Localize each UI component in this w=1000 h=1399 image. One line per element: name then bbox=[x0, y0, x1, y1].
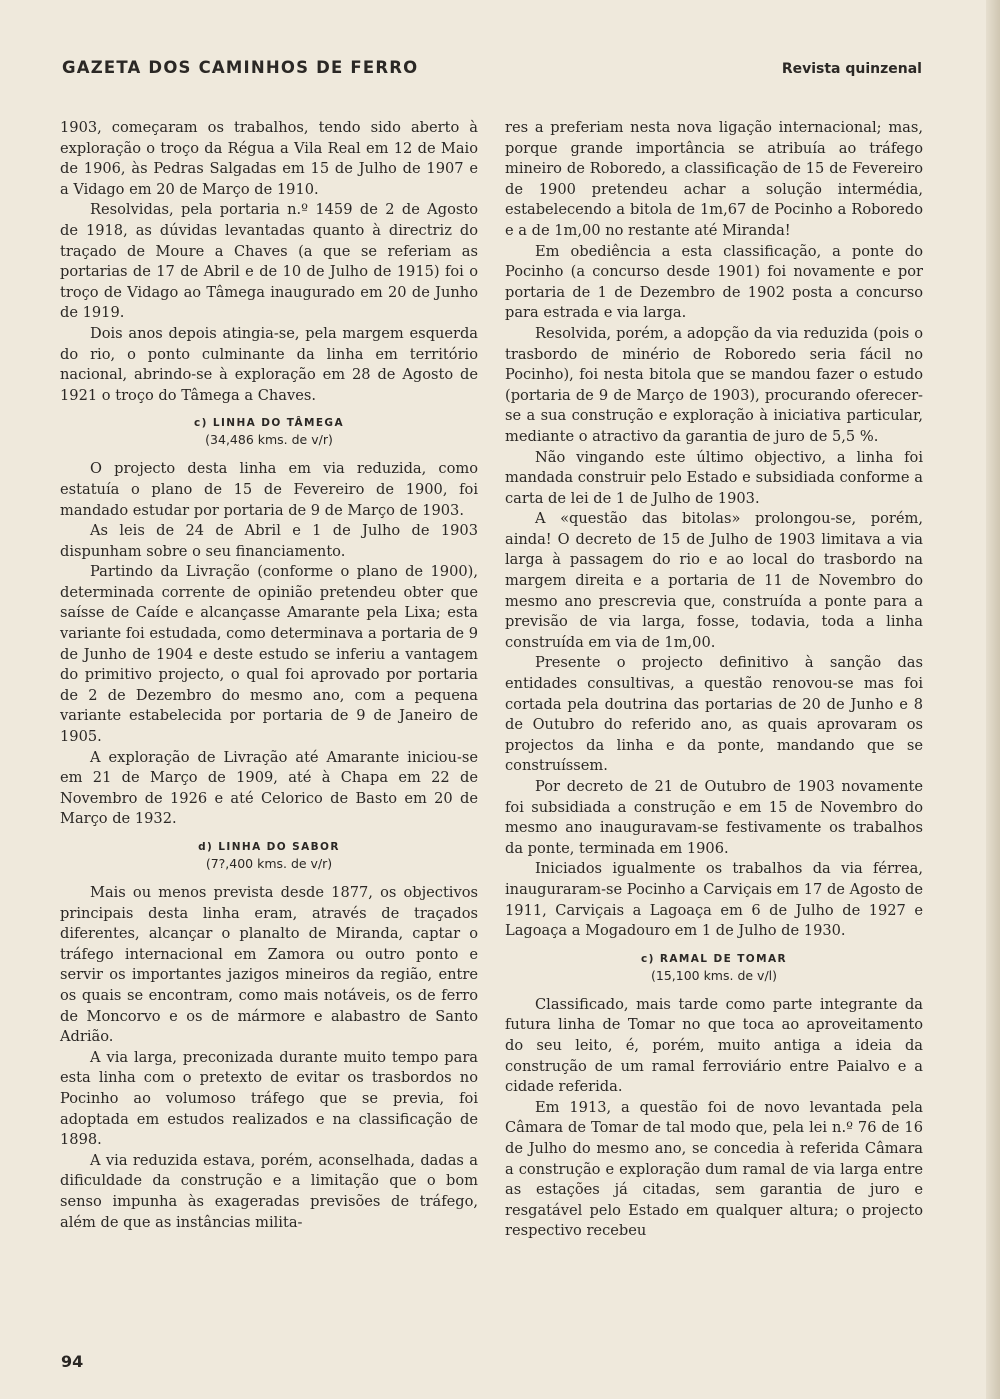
issue-label: Revista quinzenal bbox=[781, 61, 922, 77]
right-column bbox=[505, 118, 923, 1242]
section-heading-sabor bbox=[60, 839, 478, 873]
paragraph: Em 1913, a questão foi de novo levantada pela Câmara de Tomar de tal modo que, pela lei n.º 76 de 16 de Julho do mesmo ano, se concedia à referida Câmara a construção e exploração dum ramal de via larga entre as estações já citadas, sem garantia de juro e resgatável pelo Estado em qualquer altura; o projecto respectivo recebeu bbox=[505, 1098, 923, 1240]
paragraph: As leis de 24 de Abril e 1 de Julho de 1903 dispunham sobre o seu financiamento. bbox=[60, 522, 478, 560]
paragraph: Não vingando este último objectivo, a linha foi mandada construir pelo Estado e subsidiada conforme a carta de lei de 1 de Julho de 1903. bbox=[505, 448, 923, 507]
section-title: d) LINHA DO SABOR bbox=[198, 841, 340, 853]
paragraph: Dois anos depois atingia-se, pela margem esquerda do rio, o ponto culminante da linha em território nacional, abrindo-se à exploração em 28 de Agosto de 1921 o troço do Tâmega a Chaves. bbox=[60, 324, 478, 404]
paragraph: res a preferiam nesta nova ligação internacional; mas, porque grande importância se atribuía ao tráfego mineiro de Roboredo, a classificação de 15 de Fevereiro de 1900 pretendeu achar a solução intermédia, estabelecendo a bitola de 1m,67 de Pocinho a Roboredo e a de 1m,00 no restante até Miranda! bbox=[505, 119, 923, 239]
paragraph: A «questão das bitolas» prolongou-se, porém, ainda! O decreto de 15 de Julho de 1903 limitava a via larga à passagem do rio e ao local do trasbordo na margem direita e a portaria de 11 de Novembro do mesmo ano prescrevia que, construída a ponte para a previsão de via larga, fosse, todavia, toda a linha construída em via de 1m,00. bbox=[505, 510, 923, 651]
paragraph: A exploração de Livração até Amarante iniciou-se em 21 de Março de 1909, até à Chapa em 22 de Novembro de 1926 e até Celorico de Basto em 20 de Março de 1932. bbox=[60, 748, 478, 828]
section-subtitle: (34,486 kms. de v/r) bbox=[205, 432, 333, 448]
section-subtitle: (7?,400 kms. de v/r) bbox=[205, 856, 333, 871]
paragraph: Por decreto de 21 de Outubro de 1903 novamente foi subsidiada a construção e em 15 de Novembro do mesmo ano inauguravam-se festivamente os trabalhos da ponte, terminada em 1906. bbox=[505, 778, 923, 857]
journal-title: GAZETA DOS CAMINHOS DE FERRO bbox=[62, 58, 419, 77]
paragraph: Mais ou menos prevista desde 1877, os objectivos principais desta linha eram, através de traçados diferentes, alcançar o planalto de Miranda, captar o tráfego internacional em Zamora ou outro ponto e servir os importantes jazigos mineiros da região, entre os quais se encontram, como mais notáveis, os de ferro de Moncorvo e os de mármore e alabastro de Santo Adrião. bbox=[60, 884, 478, 1046]
paragraph: A via reduzida estava, porém, aconselhada, dadas a dificuldade da construção e a limitação que o bom senso impunha às exageradas previsões de tráfego, além de que as instâncias milita- bbox=[60, 1151, 478, 1231]
paragraph: Iniciados igualmente os trabalhos da via férrea, inauguraram-se Pocinho a Carviçais em 17 de Agosto de 1911, Carviçais a Lagoaça em 6 de Julho de 1927 e Lagoaça a Mogadouro em 1 de Julho de 1930. bbox=[505, 860, 924, 940]
paragraph: Resolvidas, pela portaria n.º 1459 de 2 de Agosto de 1918, as dúvidas levantadas quanto à directriz do traçado de Moure a Chaves (a que se referiam as portarias de 17 de Abril e de 10 de Julho de 1915) foi o troço de Vidago ao Tâmega inaugurado em 20 de Junho de 1919. bbox=[60, 201, 478, 322]
paragraph: Resolvida, porém, a adopção da via reduzida (pois o trasbordo de minério de Roboredo seria fácil no Pocinho), foi nesta bitola que se mandou fazer o estudo (portaria de 9 de Março de 1903), procurando oferecer-se a sua construção e exploração à iniciativa particular, mediante o atractivo da garantia de juro de 5,5 %. bbox=[505, 324, 923, 445]
section-title: c) LINHA DO TÂMEGA bbox=[194, 417, 344, 430]
paragraph: 1903, começaram os trabalhos, tendo sido aberto à exploração o troço da Régua a Vila Real em 12 de Maio de 1906, às Pedras Salgadas em 15 de Julho de 1907 e a Vidago em 20 de Março de 1910. bbox=[60, 119, 478, 198]
left-column bbox=[60, 118, 478, 1233]
section-title: c) RAMAL DE TOMAR bbox=[641, 952, 787, 965]
page-edge bbox=[986, 0, 1000, 1399]
section-heading-tamega bbox=[60, 415, 478, 449]
paragraph: Partindo da Livração (conforme o plano de 1900), determinada corrente de opinião pretendeu obter que saísse de Caíde e alcançasse Amarante pela Lixa; esta variante foi estudada, como determinava a portaria de 9 de Junho de 1904 e deste estudo se inferiu a vantagem do primitivo projecto, o qual foi aprovado por portaria de 2 de Dezembro do mesmo ano, com a pequena variante estabelecida por portaria de 9 de Janeiro de 1905. bbox=[60, 563, 478, 746]
paragraph: A via larga, preconizada durante muito tempo para esta linha com o pretexto de evitar os trasbordos no Pocinho ao volumoso tráfego que se previa, foi adoptada em estudos realizados e na classificação de 1898. bbox=[60, 1048, 478, 1149]
page-number: 94 bbox=[61, 1352, 84, 1371]
section-subtitle: (15,100 kms. de v/l) bbox=[650, 967, 778, 983]
paragraph: Presente o projecto definitivo à sanção das entidades consultivas, a questão renovou-se mas foi cortada pela doutrina das portarias de 20 de Junho e 8 de Outubro do referido ano, as quais aprovaram os projectos da linha e da ponte, mandando que se construíssem. bbox=[505, 654, 923, 775]
running-header bbox=[62, 58, 922, 84]
paragraph: Classificado, mais tarde como parte integrante da futura linha de Tomar no que toca ao aproveitamento do seu leito, é, porém, muito antiga a ideia da construção de um ramal ferroviário entre Paialvo e a cidade referida. bbox=[505, 995, 923, 1096]
paragraph: O projecto desta linha em via reduzida, como estatuía o plano de 15 de Fevereiro de 1900, foi mandado estudar por portaria de 9 de Março de 1903. bbox=[60, 460, 478, 519]
section-heading-tomar bbox=[505, 951, 923, 985]
paragraph: Em obediência a esta classificação, a ponte do Pocinho (a concurso desde 1901) foi novamente e por portaria de 1 de Dezembro de 1902 posta a concurso para estrada e via larga. bbox=[505, 242, 923, 322]
